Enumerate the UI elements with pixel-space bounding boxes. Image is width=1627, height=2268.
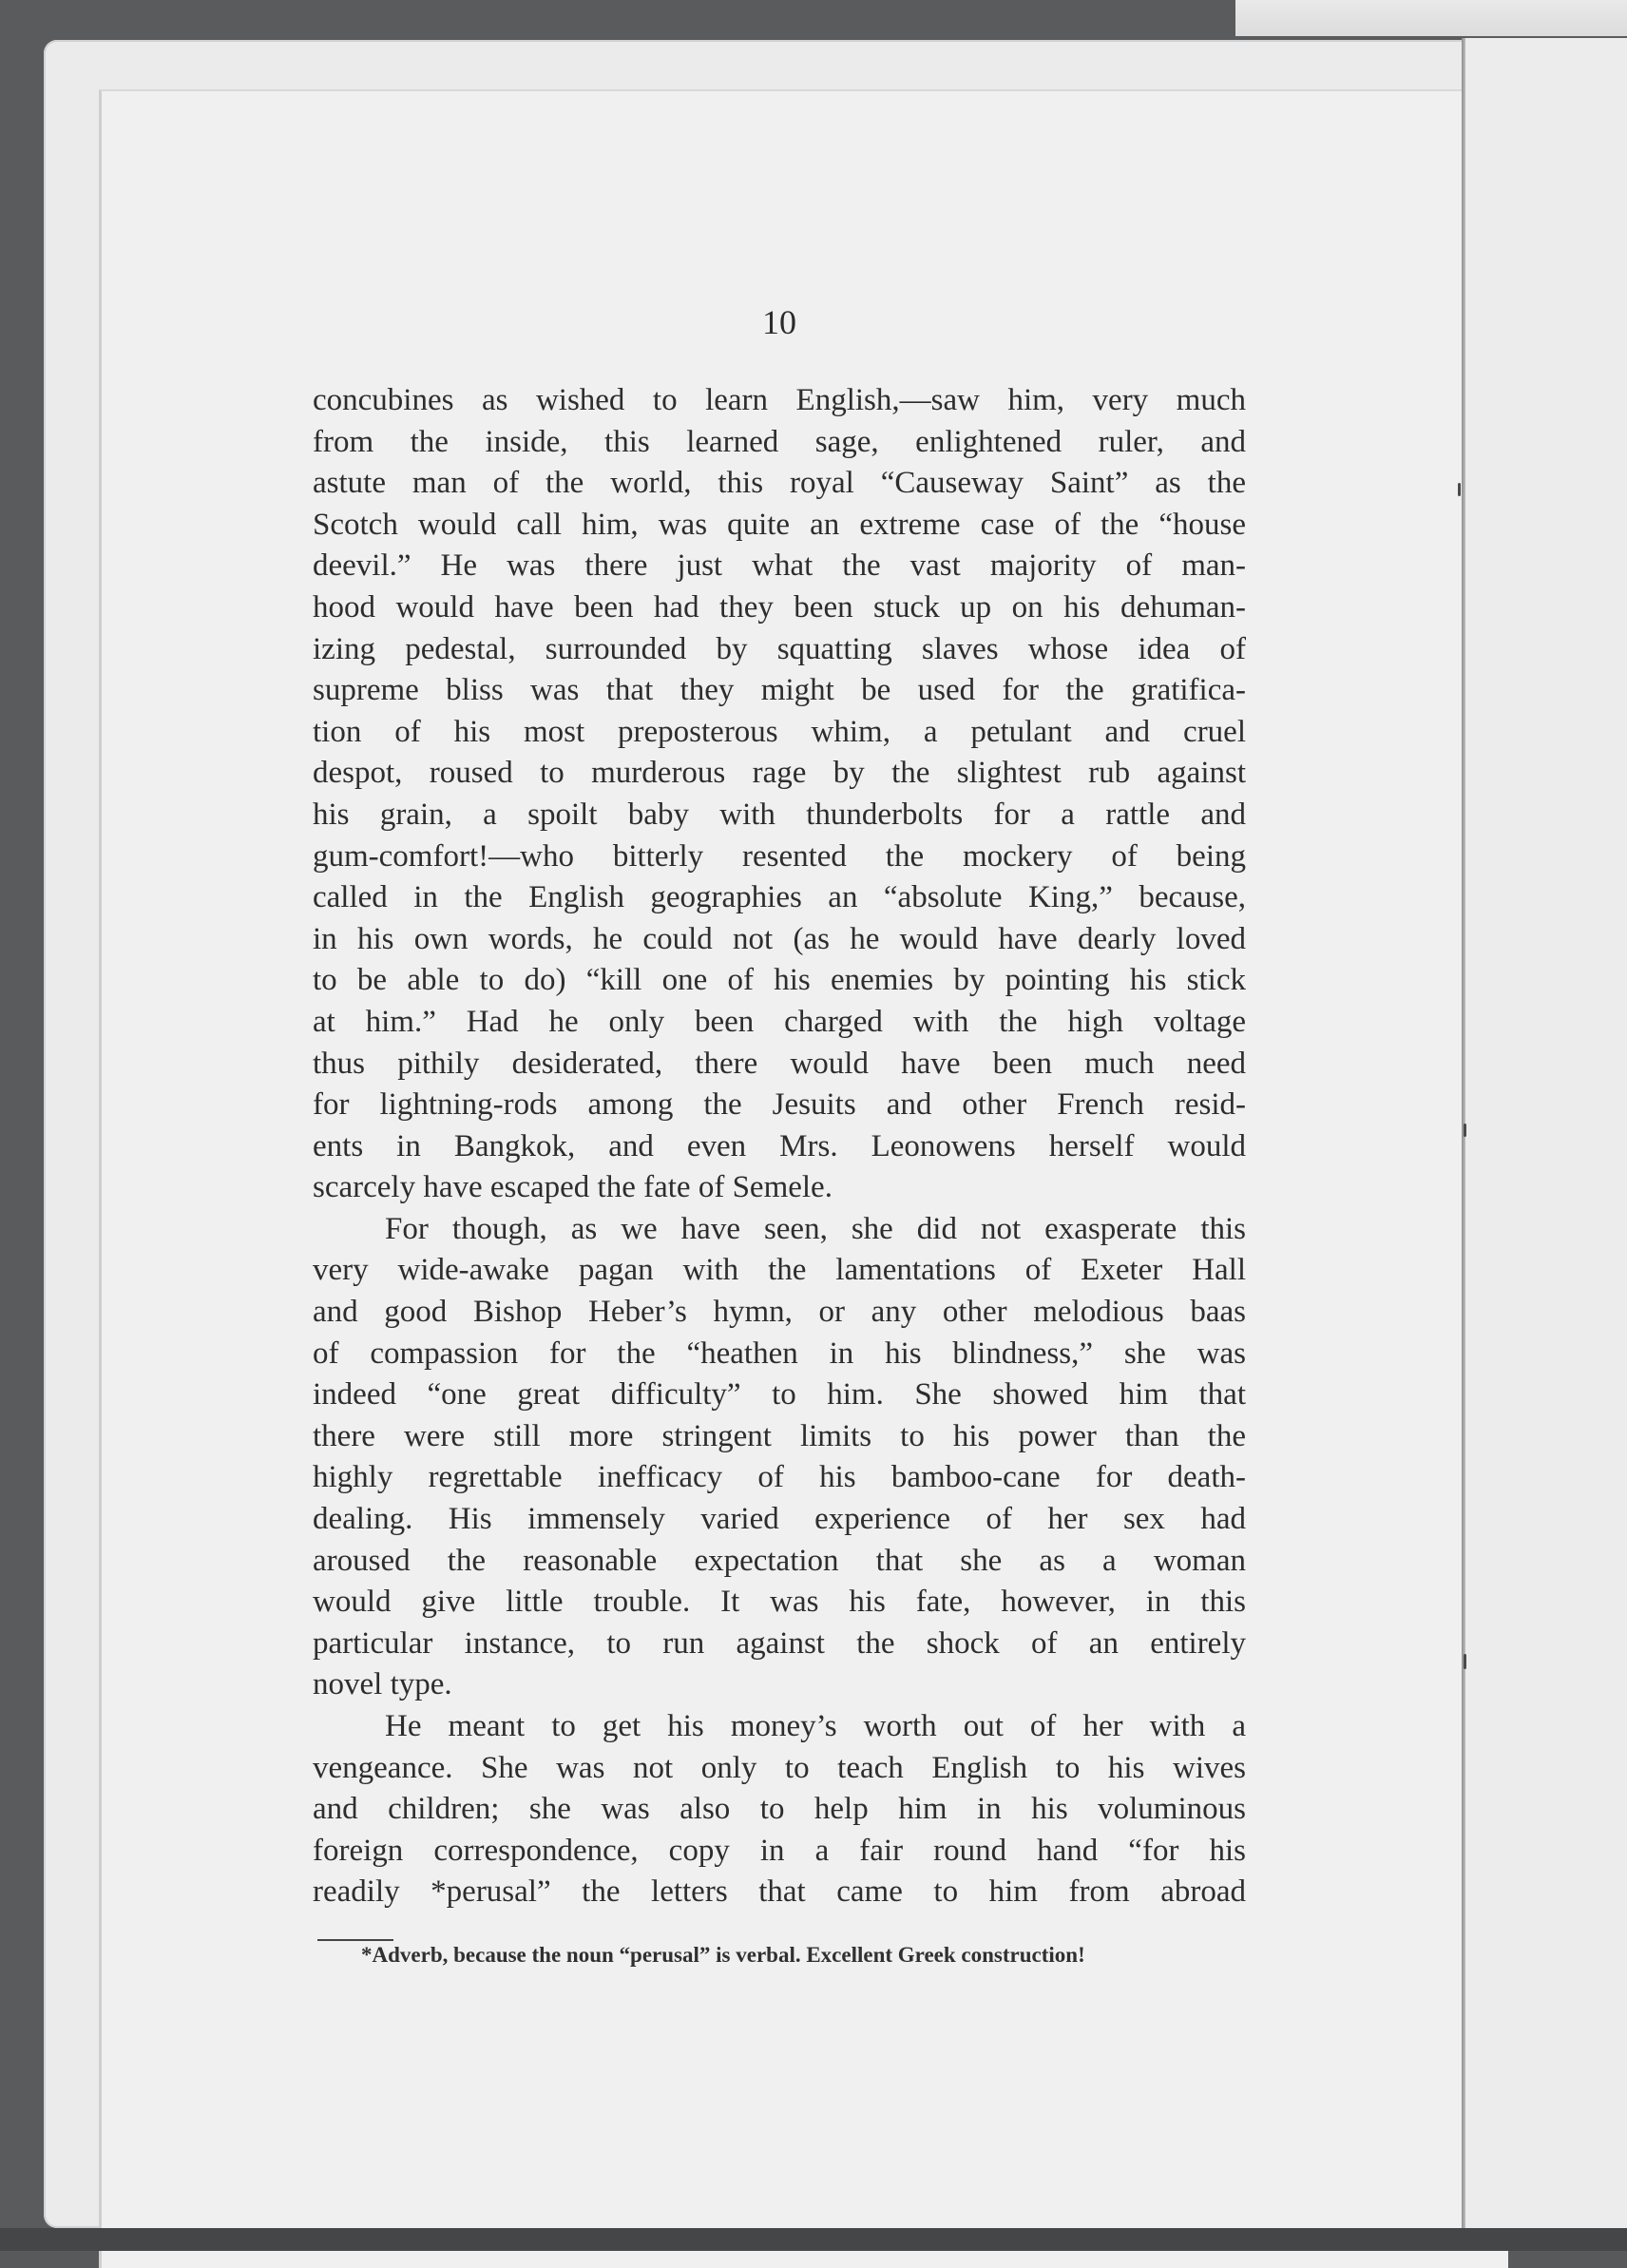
text-line: tion of his most preposterous whim, a petulant and cruel xyxy=(313,714,1246,749)
text-line: his grain, a spoilt baby with thunderbolts for a rattle and xyxy=(313,797,1246,832)
scan-bottom-edge xyxy=(0,2228,1627,2251)
text-line: of compassion for the “heathen in his blindness,” she was xyxy=(313,1336,1246,1371)
text-line: Scotch would call him, was quite an extreme case of the “house xyxy=(313,507,1246,542)
text-line: readily *perusal” the letters that came to him from abroad xyxy=(313,1874,1246,1910)
text-line: ents in Bangkok, and even Mrs. Leonowens herself would xyxy=(313,1128,1246,1163)
scan-speck xyxy=(1458,483,1461,496)
facing-page-top-edge xyxy=(1235,0,1627,36)
text-line: izing pedestal, surrounded by squatting slaves whose idea of xyxy=(313,631,1246,666)
text-line: and good Bishop Heber’s hymn, or any other melodious baas xyxy=(313,1295,1246,1330)
text-line: despot, roused to murderous rage by the slightest rub against xyxy=(313,756,1246,791)
text-line: particular instance, to run against the shock of an entirely xyxy=(313,1625,1246,1661)
text-line: hood would have been had they been stuck up on his dehuman- xyxy=(313,589,1246,625)
text-line: foreign correspondence, copy in a fair round hand “for his xyxy=(313,1833,1246,1868)
text-line: novel type. xyxy=(313,1667,452,1702)
text-line: called in the English geographies an “absolute King,” because, xyxy=(313,880,1246,915)
scan-speck xyxy=(1464,1124,1466,1137)
text-line: gum-comfort!—who bitterly resented the mockery of being xyxy=(313,838,1246,874)
text-line: at him.” Had he only been charged with the high voltage xyxy=(313,1004,1246,1039)
text-line: and children; she was also to help him in his voluminous xyxy=(313,1792,1246,1827)
text-line: indeed “one great difficulty” to him. She showed him that xyxy=(313,1377,1246,1413)
text-line: in his own words, he could not (as he would have dearly loved xyxy=(313,921,1246,956)
text-line: highly regrettable inefficacy of his bamboo-cane for death- xyxy=(313,1460,1246,1495)
text-line: He meant to get his money’s worth out of her with a xyxy=(385,1709,1246,1743)
text-line: aroused the reasonable expectation that she as a woman xyxy=(313,1543,1246,1578)
text-line: deevil.” He was there just what the vast majority of man- xyxy=(313,548,1246,584)
text-line: there were still more stringent limits to his power than the xyxy=(313,1418,1246,1453)
text-line: For though, as we have seen, she did not exasperate this xyxy=(385,1211,1246,1246)
text-line: concubines as wished to learn English,—saw him, very much xyxy=(313,383,1246,417)
scan-speck xyxy=(1464,1654,1466,1669)
text-line: vengeance. She was not only to teach English to his wives xyxy=(313,1750,1246,1785)
text-line: scarcely have escaped the fate of Semele. xyxy=(313,1170,833,1205)
text-line: supreme bliss was that they might be used for the gratifica- xyxy=(313,673,1246,708)
text-line: from the inside, this learned sage, enlightened ruler, and xyxy=(313,424,1246,459)
text-line: to be able to do) “kill one of his enemies by pointing his stick xyxy=(313,963,1246,998)
text-line: thus pithily desiderated, there would have been much need xyxy=(313,1046,1246,1081)
footnote: *Adverb, because the noun “perusal” is verbal. Excellent Greek construction! xyxy=(361,1943,1085,1967)
text-line: very wide-awake pagan with the lamentations of Exeter Hall xyxy=(313,1253,1246,1288)
facing-page xyxy=(1465,38,1627,2228)
page-number: 10 xyxy=(762,303,796,341)
text-line: would give little trouble. It was his fate, however, in this xyxy=(313,1585,1246,1620)
body-text xyxy=(313,380,1246,1913)
text-line: dealing. His immensely varied experience of her sex had xyxy=(313,1502,1246,1537)
text-line: for lightning-rods among the Jesuits and other French resid- xyxy=(313,1087,1246,1123)
text-line: astute man of the world, this royal “Causeway Saint” as the xyxy=(313,466,1246,501)
